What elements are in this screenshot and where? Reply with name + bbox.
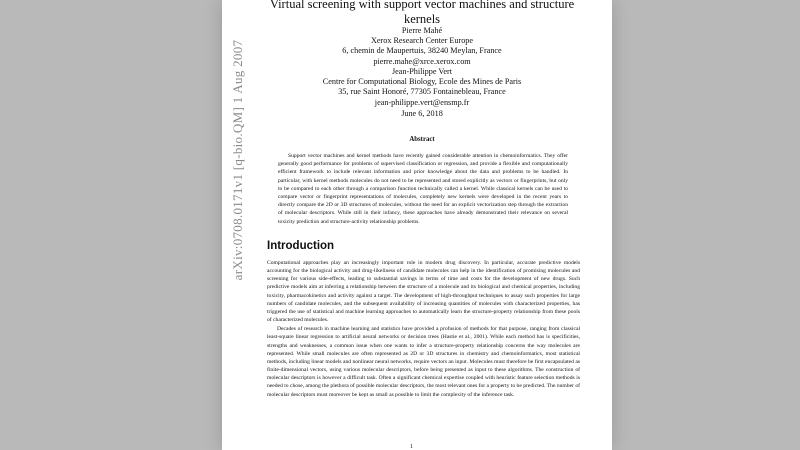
abstract-heading: Abstract (409, 136, 435, 143)
paragraph: Computational approaches play an increasingly important role in modern drug discovery. In particular, accurate predictive models accounting for the biological activity and drug-likeliness of candidate molecules can help in the identification of promising molecules and screening for various side-effects, leading to substantial savings in terms of time and costs for the development of new drugs. Such predictive models aim at inferring a relationship between the structure of a molecule and its biological and chemical properties, including toxicity, pharmacokinetics and activity against a target. The development of high-throughput techniques to assay such properties for large numbers of candidate molecules, and the subsequent availability of increasing quantities of molecules with characterized properties, has triggered the use of statistical and machine learning approaches to automatically learn the structure-property relationship from these pools of characterized molecules. (267, 260, 580, 324)
author-affiliation: Xerox Research Center Europe (370, 36, 474, 46)
author-address: 6, chemin de Maupertuis, 38240 Meylan, France (342, 46, 502, 56)
author-block-1 (262, 26, 582, 67)
paper-date: June 6, 2018 (401, 109, 443, 118)
paragraph: Decades of research in machine learning and statistics have provided a profusion of methods for that purpose, ranging from classical least-square linear regression to artificial neural networks or decision trees (Hastie et al., 2001). While each method has is specificities, strengths and weaknesses, a common issue when one wants to infer a structure-property relationship concerns the way molecules are represented. While small molecules are often represented as 2D or 3D structures in chemistry and chemoinformatics, most statistical methods, including linear models and nonlinear neural networks, require vectors an input. Molecules must therefore be first encapsulated as finite-dimensional vectors, using various molecular descriptors, before being presented as input to these algorithms. The construction of molecular descriptors is however a difficult task. Often a significant chemical expertise coupled with heuristic feature selection methods is needed to chose, among the plethora of possible molecular descriptors, the most relevant ones for a property to be predicted. The number of molecular descriptors must moreover be kept as small as possible to limit the complexity of the inference task. (267, 326, 580, 398)
author-email[interactable]: jean-philippe.vert@ensmp.fr (374, 97, 470, 107)
author-email[interactable]: pierre.mahe@xrce.xerox.com (373, 56, 471, 66)
author-name: Jean-Philippe Vert (391, 67, 453, 76)
abstract-text: Support vector machines and kernel methods have recently gained considerable attention in chemoinformatics. They offer generally good performance for problems of supervised classification or regression, and provide a flexible and computationally efficient framework to include relevant information and prior knowledge about the data and problems to be handled. In particular, with kernel methods molecules do not need to be represented and stored explicitly as vectors or fingerprints, but only to be compared to each other through a comparison function technically called a kernel. While classical kernels can be used to compare vector or fingerprint representations of molecules, completely new kernels were developed in the recent years to directly compare the 2D or 3D structures of molecules, without the need for an explicit vectorization step through the extraction of molecular descriptors. While still in their infancy, these approaches have already demonstrated their relevance on several toxicity prediction and structure-activity relationship problems. (278, 153, 568, 225)
author-address: 35, rue Saint Honoré, 77305 Fontainebleau, France (338, 87, 506, 97)
author-block-2 (262, 67, 582, 108)
author-name: Pierre Mahé (401, 26, 443, 35)
arxiv-identifier: arXiv:0708.0171v1 [q-bio.QM] 1 Aug 2007 (230, 39, 245, 281)
paper-title: Virtual screening with support vector machines and structure kernels (269, 0, 575, 26)
section-heading: Introduction (267, 240, 335, 252)
intro-body (267, 259, 580, 400)
author-affiliation: Centre for Computational Biology, Ecole des Mines de Paris (322, 77, 522, 87)
page-number: 1 (410, 444, 413, 450)
arxiv-sidebar (228, 0, 248, 320)
